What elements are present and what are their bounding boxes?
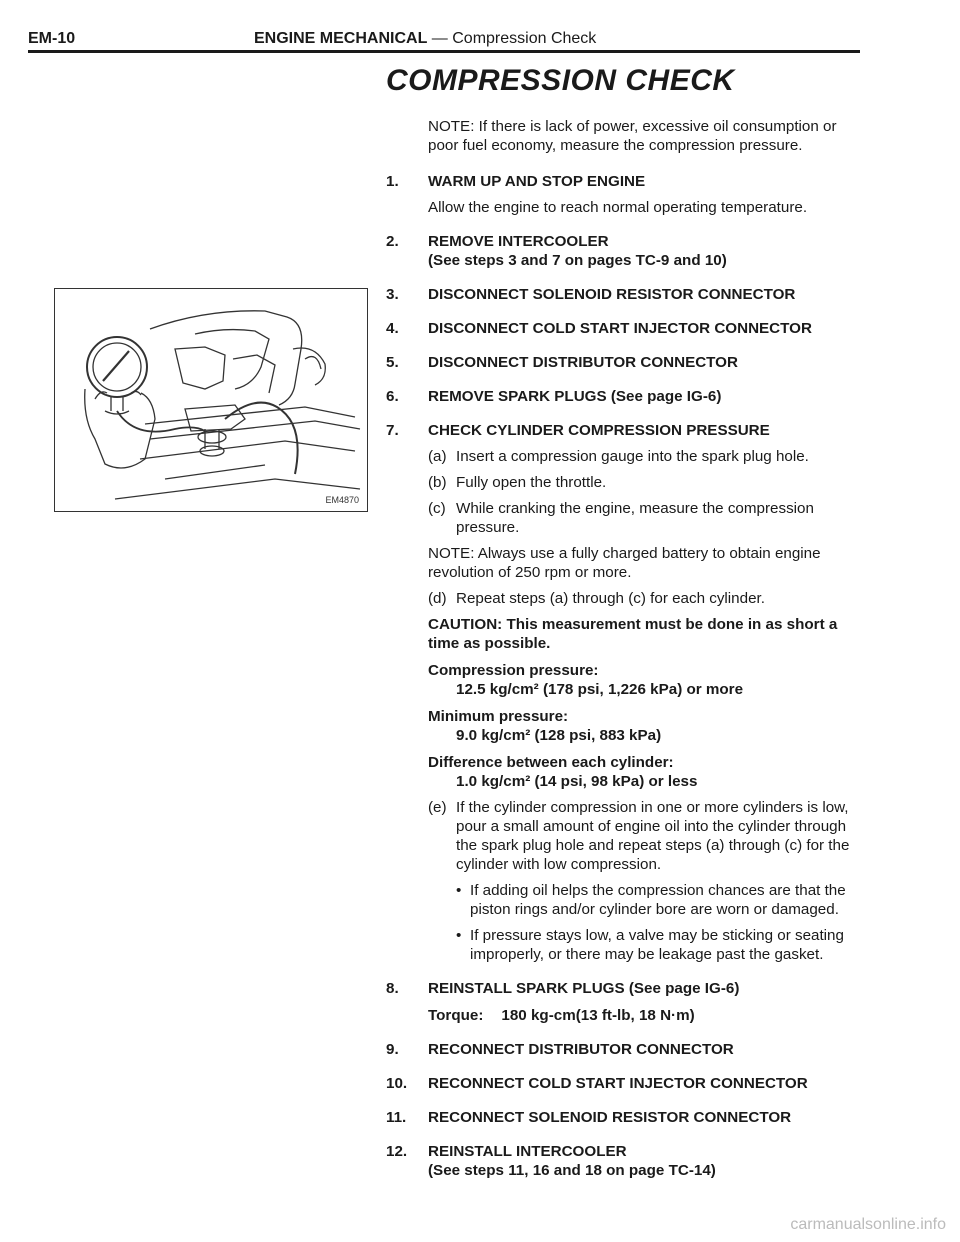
- sub-text: Fully open the throttle.: [456, 474, 607, 491]
- page-header: [28, 28, 858, 50]
- step-heading: DISCONNECT DISTRIBUTOR CONNECTOR: [428, 354, 738, 371]
- step-heading: DISCONNECT COLD START INJECTOR CONNECTOR: [428, 320, 812, 337]
- step-number: 5.: [386, 354, 399, 371]
- step-11: [386, 1108, 862, 1127]
- step-7-b: [428, 473, 862, 492]
- step-4: [386, 319, 862, 338]
- step-heading: WARM UP AND STOP ENGINE: [428, 173, 646, 190]
- page-code: EM-10: [28, 30, 76, 47]
- watermark: carmanualsonline.info: [790, 1216, 946, 1233]
- step-heading: REMOVE SPARK PLUGS (See page IG-6): [428, 388, 722, 405]
- step-number: 8.: [386, 980, 399, 997]
- sub-label: (c): [428, 500, 446, 517]
- step-number: 10.: [386, 1075, 408, 1092]
- step-2: [386, 232, 862, 270]
- step-subheading: (See steps 11, 16 and 18 on page TC-14): [428, 1162, 716, 1179]
- step-5: [386, 353, 862, 372]
- sub-text: Insert a compression gauge into the spark plug hole.: [456, 448, 809, 465]
- section-title-bold: ENGINE MECHANICAL: [254, 30, 428, 47]
- step-number: 12.: [386, 1143, 408, 1160]
- gauge-illustration: [55, 289, 367, 511]
- step-8: [386, 979, 862, 1025]
- step-heading: REMOVE INTERCOOLER: [428, 233, 609, 250]
- bullet-dot-icon: •: [456, 927, 462, 944]
- sub-text: Repeat steps (a) through (c) for each cylinder.: [456, 590, 765, 607]
- spec-difference-label: Difference between each cylinder:: [428, 754, 674, 771]
- section-title: [254, 28, 596, 50]
- page-title: COMPRESSION CHECK: [386, 64, 735, 97]
- step-heading: RECONNECT DISTRIBUTOR CONNECTOR: [428, 1041, 734, 1058]
- step-heading: REINSTALL SPARK PLUGS (See page IG-6): [428, 980, 740, 997]
- step-number: 2.: [386, 233, 399, 250]
- step-3: [386, 285, 862, 304]
- step-7-e: [428, 798, 862, 874]
- step-6: [386, 387, 862, 406]
- step-heading: REINSTALL INTERCOOLER: [428, 1143, 627, 1160]
- step-number: 3.: [386, 286, 399, 303]
- intro-note: NOTE: If there is lack of power, excessive oil consumption or poor fuel economy, measure the compression pressure.: [428, 118, 837, 154]
- sub-label: (a): [428, 448, 447, 465]
- bullet-text: If adding oil helps the compression chances are that the piston rings and/or cylinder bore are worn or damaged.: [470, 882, 846, 918]
- bullet-item: [456, 881, 862, 919]
- step-heading: DISCONNECT SOLENOID RESISTOR CONNECTOR: [428, 286, 796, 303]
- step-number: 1.: [386, 173, 399, 190]
- spec-compression-label: Compression pressure:: [428, 662, 599, 679]
- torque-spec: [428, 1006, 862, 1025]
- step-heading: RECONNECT SOLENOID RESISTOR CONNECTOR: [428, 1109, 792, 1126]
- step-7: [386, 421, 862, 964]
- spec-minimum-value: 9.0 kg/cm² (128 psi, 883 kPa): [456, 727, 662, 744]
- step-1: [386, 172, 862, 217]
- step-number: 11.: [386, 1109, 407, 1126]
- sub-label: (d): [428, 590, 447, 607]
- step-subheading: (See steps 3 and 7 on pages TC-9 and 10): [428, 252, 727, 269]
- step-heading: RECONNECT COLD START INJECTOR CONNECTOR: [428, 1075, 808, 1092]
- sub-label: (e): [428, 799, 447, 816]
- torque-label: Torque:: [428, 1007, 484, 1024]
- step-10: [386, 1074, 862, 1093]
- step-number: 4.: [386, 320, 399, 337]
- step-9: [386, 1040, 862, 1059]
- torque-value: 180 kg-cm(13 ft-lb, 18 N·m): [501, 1007, 695, 1024]
- bullet-text: If pressure stays low, a valve may be sticking or seating improperly, or there may be leakage past the gasket.: [470, 927, 844, 963]
- spec-difference-value: 1.0 kg/cm² (14 psi, 98 kPa) or less: [456, 773, 698, 790]
- step-7-c: [428, 499, 862, 537]
- main-content: [386, 117, 862, 1195]
- step-12: [386, 1142, 862, 1180]
- step-7-a: [428, 447, 862, 466]
- header-rule: [28, 50, 860, 53]
- step-body: Allow the engine to reach normal operating temperature.: [428, 199, 808, 216]
- step-heading: CHECK CYLINDER COMPRESSION PRESSURE: [428, 422, 770, 439]
- bullet-dot-icon: •: [456, 882, 462, 899]
- section-title-rest: — Compression Check: [427, 30, 597, 47]
- figure-code: EM4870: [325, 495, 359, 505]
- sub-label: (b): [428, 474, 447, 491]
- bullet-item: [456, 926, 862, 964]
- caution-note: CAUTION: This measurement must be done in as short a time as possible.: [428, 616, 838, 652]
- spec-compression-value: 12.5 kg/cm² (178 psi, 1,226 kPa) or more: [456, 681, 744, 698]
- step-7-d: [428, 589, 862, 608]
- sub-text: If the cylinder compression in one or more cylinders is low, pour a small amount of engine oil into the cylinder through the spark plug hole and repeat steps (a) through (c) for the cylinder with low compression.: [456, 799, 850, 873]
- spec-minimum-label: Minimum pressure:: [428, 708, 569, 725]
- sub-text: While cranking the engine, measure the compression pressure.: [456, 500, 814, 536]
- battery-note: NOTE: Always use a fully charged battery to obtain engine revolution of 250 rpm or more.: [428, 545, 821, 581]
- figure-compression-gauge: [54, 288, 368, 512]
- step-number: 9.: [386, 1041, 399, 1058]
- step-number: 6.: [386, 388, 399, 405]
- step-number: 7.: [386, 422, 399, 439]
